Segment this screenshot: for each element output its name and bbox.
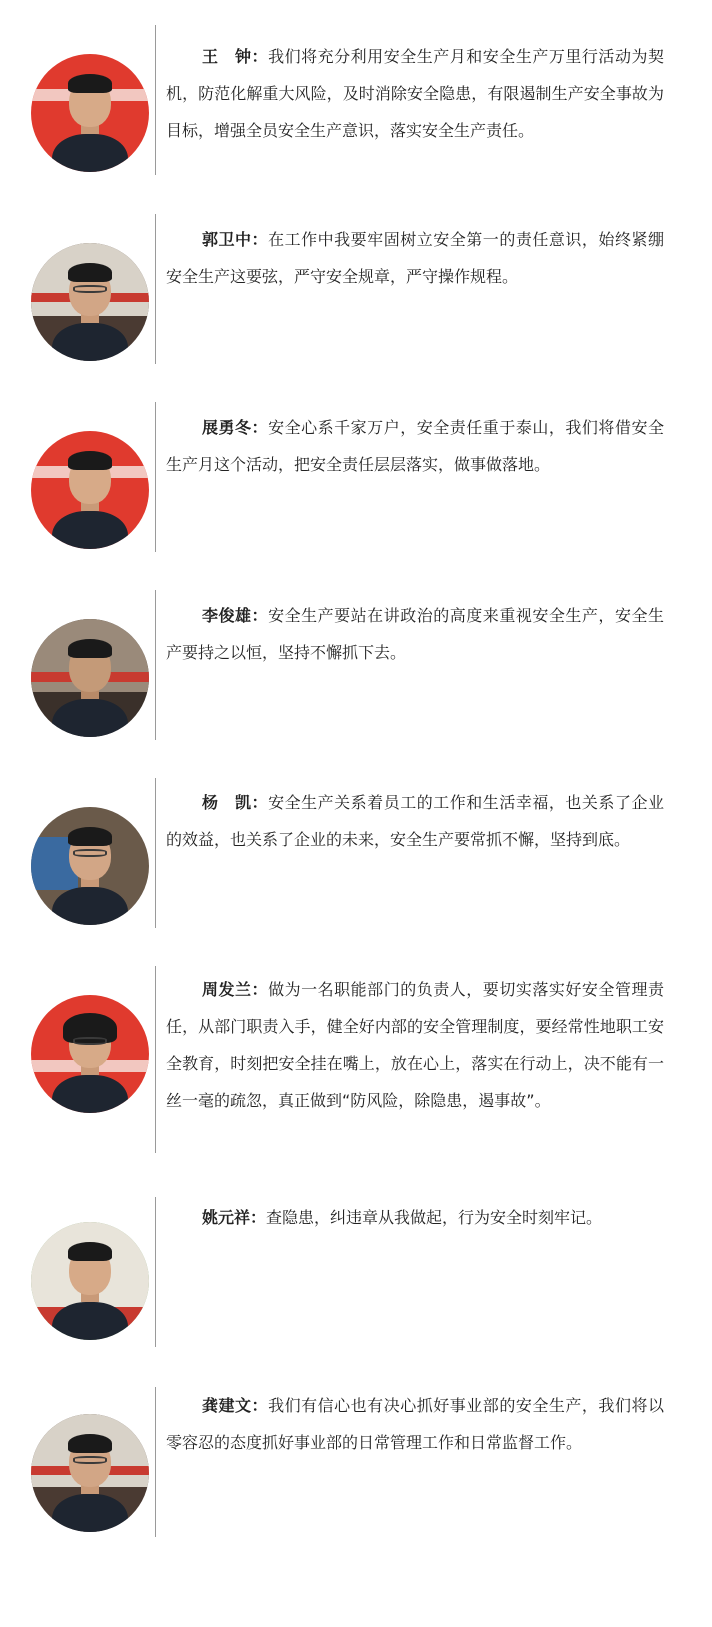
statement-entry (0, 214, 712, 364)
divider (155, 778, 156, 928)
statement-text (166, 597, 664, 671)
divider (155, 214, 156, 364)
statement-entry (0, 25, 712, 175)
statement-entry (0, 590, 712, 740)
statement-entry (0, 1197, 712, 1347)
avatar (31, 243, 149, 361)
speaker-name: 杨 凯： (202, 793, 269, 812)
statement-text (166, 409, 664, 483)
speaker-name: 龚建文： (202, 1396, 269, 1415)
avatar (31, 995, 149, 1113)
avatar (31, 1222, 149, 1340)
statement-body: 在工作中我要牢固树立安全第一的责任意识，始终紧绷安全生产这要弦，严守安全规章，严守操作规程。 (166, 230, 664, 286)
divider (155, 402, 156, 552)
statement-body: 安全心系千家万户，安全责任重于泰山，我们将借安全生产月这个活动，把安全责任层层落实，做事做落地。 (166, 418, 664, 474)
statement-entry (0, 966, 712, 1153)
divider (155, 1387, 156, 1537)
statement-text (166, 784, 664, 858)
speaker-name: 姚元祥： (202, 1208, 267, 1227)
statement-text (166, 971, 664, 1119)
divider (155, 966, 156, 1153)
statement-entry (0, 1387, 712, 1537)
speaker-name: 王 钟： (202, 47, 269, 66)
avatar (31, 54, 149, 172)
statement-entry (0, 778, 712, 928)
speaker-name: 展勇冬： (202, 418, 269, 437)
avatar (31, 1414, 149, 1532)
divider (155, 590, 156, 740)
statement-text (166, 1199, 664, 1236)
statement-text (166, 38, 664, 149)
statement-body: 我们将充分利用安全生产月和安全生产万里行活动为契机，防范化解重大风险，及时消除安全隐患，有限遏制生产安全事故为目标，增强全员安全生产意识，落实安全生产责任。 (166, 47, 664, 140)
speaker-name: 郭卫中： (202, 230, 269, 249)
statement-body: 安全生产关系着员工的工作和生活幸福，也关系了企业的效益，也关系了企业的未来，安全生产要常抓不懈，坚持到底。 (166, 793, 664, 849)
speaker-name: 周发兰： (202, 980, 269, 999)
statement-text (166, 221, 664, 295)
avatar (31, 431, 149, 549)
avatar (31, 807, 149, 925)
statement-text (166, 1387, 664, 1461)
statement-body: 做为一名职能部门的负责人，要切实落实好安全管理责任，从部门职责入手，健全好内部的安全管理制度，要经常性地职工安全教育，时刻把安全挂在嘴上，放在心上，落实在行动上，决不能有一丝一毫的疏忽，真正做到“防风险，除隐患，遏事故”。 (166, 980, 664, 1110)
statement-entry (0, 402, 712, 552)
speaker-name: 李俊雄： (202, 606, 269, 625)
statement-body: 我们有信心也有决心抓好事业部的安全生产，我们将以零容忍的态度抓好事业部的日常管理工作和日常监督工作。 (166, 1396, 664, 1452)
statement-body: 安全生产要站在讲政治的高度来重视安全生产，安全生产要持之以恒，坚持不懈抓下去。 (166, 606, 664, 662)
divider (155, 1197, 156, 1347)
avatar (31, 619, 149, 737)
statement-body: 查隐患，纠违章从我做起，行为安全时刻牢记。 (266, 1208, 603, 1227)
divider (155, 25, 156, 175)
